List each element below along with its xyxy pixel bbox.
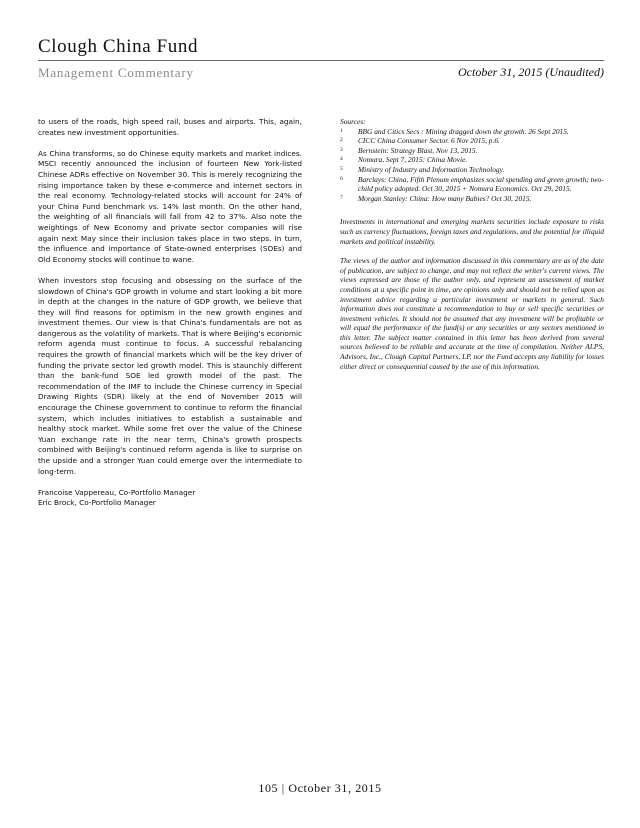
source-number: 1	[340, 127, 343, 134]
commentary-left-column	[38, 117, 302, 509]
source-text: Bernstein: Strategy Blast, Nov 13, 2015.	[358, 145, 478, 155]
source-text: Nomura, Sept 7, 2015: China Movie.	[358, 155, 468, 165]
source-text: Morgan Stanley: China: How many Babies? Oct 30, 2015.	[358, 193, 532, 203]
notes-right-column	[340, 117, 604, 381]
signature-block	[38, 488, 302, 509]
paragraph: to users of the roads, high speed rail, buses and airports. This, again, creates new investment opportunities.	[38, 117, 302, 137]
paragraph: As China transforms, so do Chinese equity markets and market indices. MSCI recently announced the inclusion of fourteen New York-listed Chinese ADRs effective on November 30. This is merely recognizing the rising importance taken by these e-commerce and internet sectors in the real economy. Technology-related stocks will account for 24% of your China Fund benchmark vs. 14% last month. On the other hand, the weighting of all financials will fall from 42 to 37%. Also note the weightings of New Economy and private sector companies will rise again next May since their inclusion takes place in two steps. In turn, the influence and importance of State-owned enterprises (SOEs) and Old Economy stocks will continue to wane.	[38, 148, 302, 264]
source-number: 3	[340, 146, 343, 153]
signature-line: Eric Brock, Co-Portfolio Manager	[38, 498, 156, 508]
paragraph: When investors stop focusing and obsessing on the surface of the slowdown of China's GDP growth in volume and start looking a bit more in depth at the changes in the nature of GDP growth, we believe that they will find reasons for optimism in the new growth engines and investment themes. Our view is that China's fundamentals are not as dangerous as the volatility of markets. That is where Beijing's economic reform agenda must continue to focus. A successful rebalancing requires the growth of financial markets which will be the key driver of funding the private sector led growth model. This is staunchly different than the bank-fund SOE led growth model of the past. The recommendation of the IMF to include the Chinese currency in Special Drawing Rights (SDR) likely at the end of November 2015 will encourage the Chinese government to continue to reform the financial system, which includes initiatives to establish a sustainable and healthy stock market. While some fret over the value of the Chinese Yuan exchange rate in the near term, China's growth prospects combined with Beijing's continued reform agenda is like to surprise on the upside and a stronger Yuan could emerge over the intermediate to long-term.	[38, 275, 302, 476]
document-subtitle: Management Commentary	[38, 65, 194, 80]
source-item	[340, 175, 604, 194]
source-number: 7	[340, 194, 343, 201]
source-text: CICC China Consumer Sector. 6 Nov 2015, p.6.	[358, 136, 500, 146]
source-item	[340, 155, 604, 165]
disclaimer: The views of the author and information discussed in this commentary are as of the date of publication, are subject to change, and may not reflect the writer's current views. The views expressed are those of the author only, and represent an assessment of market conditions at a specific point in time, are opinions only and should not be relied upon as investment advice regarding a particular investment or markets in general. Such information does not constitute a recommendation to buy or sell specific securities or investment vehicles. It should not be assumed that any investment will be profitable or will equal the performance of the fund(s) or any securities or any sectors mentioned in this letter. The subject matter contained in this letter has been derived from several sources believed to be reliable and accurate at the time of compilation. Neither ALPS, Advisors, Inc., Clough Capital Partners, LP, nor the Fund accepts any liability for losses either direct or consequential caused by the use of this information.	[340, 256, 604, 371]
source-text: Barclays: China, Fifth Plenum emphasizes social spending and green growth; two-child policy adopted. Oct 30, 2015 + Nomura Economics. Oct 29, 2015.	[358, 174, 604, 194]
header-rule	[38, 60, 604, 61]
source-text: BBG and Citics Secs : Mining dragged down the growth. 26 Sept 2015.	[358, 126, 569, 136]
source-number: 2	[340, 137, 343, 144]
risk-disclosure: Investments in international and emerging markets securities include exposure to risks such as currency fluctuations, foreign taxes and regulations, and the potential for illiquid markets and political instability.	[340, 217, 604, 246]
source-item	[340, 127, 604, 137]
sources-label: Sources:	[340, 117, 366, 126]
sources-list	[340, 127, 604, 204]
source-number: 5	[340, 165, 343, 172]
source-item	[340, 136, 604, 146]
source-item	[340, 194, 604, 204]
source-item	[340, 165, 604, 175]
source-text: Ministry of Industry and Information Technology.	[358, 164, 505, 174]
source-number: 6	[340, 175, 343, 182]
report-date: October 31, 2015 (Unaudited)	[458, 65, 604, 79]
fund-title: Clough China Fund	[38, 36, 199, 57]
source-number: 4	[340, 156, 343, 163]
source-item	[340, 146, 604, 156]
page-footer: 105 | October 31, 2015	[258, 781, 382, 795]
signature-line: Francoise Vappereau, Co-Portfolio Manager	[38, 487, 196, 497]
